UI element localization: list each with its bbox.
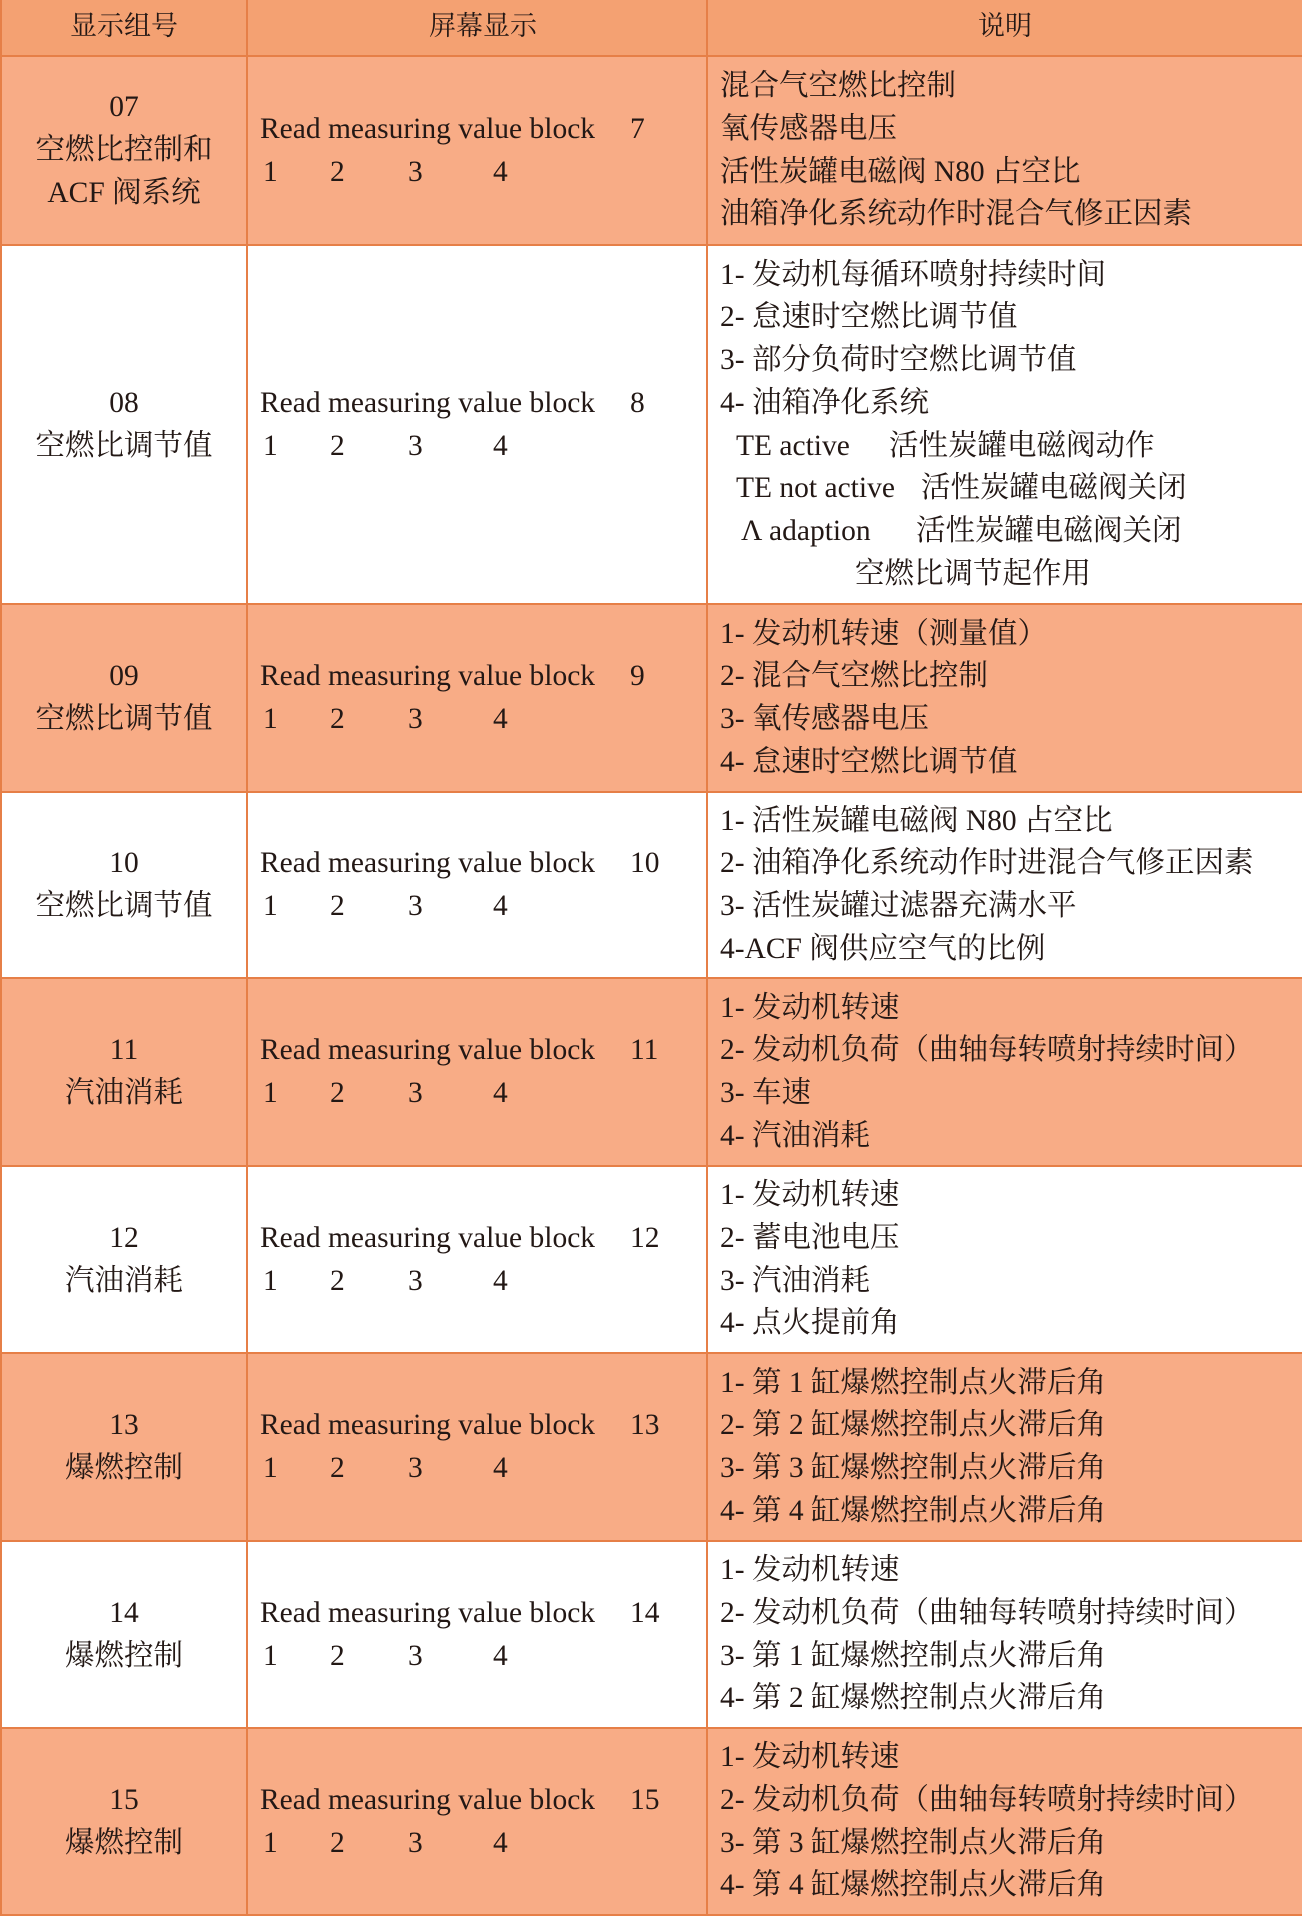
field-number: 3 [408, 1826, 423, 1859]
group-number: 07 [109, 91, 139, 124]
field-number: 1 [263, 1639, 278, 1672]
screen-display-cell [248, 1729, 708, 1916]
field-numbers [260, 885, 706, 928]
purge-state-text: 活性炭罐电磁阀关闭 [921, 472, 1187, 505]
field-number: 4 [493, 429, 508, 462]
group-number: 08 [109, 386, 139, 419]
screen-title: Read measuring value block [260, 386, 596, 419]
description-line: 3- 部分负荷时空燃比调节值 [720, 344, 1077, 377]
field-number: 2 [330, 155, 345, 188]
description-line: 4- 油箱净化系统 [720, 386, 929, 419]
screen-title: Read measuring value block [260, 1596, 596, 1629]
field-number: 1 [263, 1452, 278, 1484]
header-label: 屏幕显示 [429, 11, 537, 43]
description-line: 2- 发动机负荷（曲轴每转喷射持续时间） [720, 1596, 1254, 1629]
field-number: 4 [493, 890, 508, 922]
description-line: 2- 第 2 缸爆燃控制点火滞后角 [720, 1409, 1106, 1442]
purge-state-line [720, 467, 1302, 510]
description-cell [708, 246, 1302, 605]
block-number: 11 [630, 1034, 659, 1067]
group-cell [0, 1354, 248, 1542]
field-numbers [260, 151, 706, 194]
description-line: 2- 混合气空燃比控制 [720, 660, 988, 693]
screen-title-line [260, 655, 706, 698]
purge-state-label: Λ adaption [741, 514, 871, 547]
screen-title-line [260, 108, 706, 151]
group-cell [0, 793, 248, 979]
group-name: 空燃比调节值 [35, 429, 213, 462]
header-label: 说明 [978, 11, 1032, 43]
field-number: 4 [493, 1826, 508, 1859]
field-number: 4 [493, 1639, 508, 1672]
group-cell [0, 1167, 248, 1354]
group-cell [0, 1542, 248, 1729]
field-number: 2 [330, 1826, 345, 1859]
description-line: 4- 第 4 缸爆燃控制点火滞后角 [720, 1869, 1106, 1902]
field-number: 2 [330, 429, 345, 462]
description-cell [708, 1167, 1302, 1354]
description-line: 2- 发动机负荷（曲轴每转喷射持续时间） [720, 1783, 1254, 1816]
description-line: 3- 汽油消耗 [720, 1264, 870, 1297]
screen-display-cell [248, 57, 708, 246]
field-number: 4 [493, 1077, 508, 1109]
description-cell [708, 1354, 1302, 1542]
description-line: 1- 发动机转速 [720, 991, 900, 1024]
screen-title-line [260, 1592, 706, 1635]
field-number: 1 [263, 1826, 278, 1859]
purge-state-line [720, 510, 1302, 553]
group-name: 空燃比控制和 [35, 134, 213, 167]
description-line: 1- 第 1 缸爆燃控制点火滞后角 [720, 1366, 1106, 1399]
field-numbers [260, 1822, 706, 1865]
description-cell [708, 57, 1302, 246]
field-numbers [260, 1260, 706, 1303]
field-number: 3 [408, 890, 423, 922]
group-name: 爆燃控制 [64, 1826, 183, 1859]
field-number: 1 [263, 1077, 278, 1109]
group-number: 12 [109, 1221, 139, 1254]
field-number: 4 [493, 1264, 508, 1297]
field-numbers [260, 1635, 706, 1678]
block-number: 15 [630, 1783, 660, 1816]
description-line: 1- 发动机转速（测量值） [720, 617, 1047, 650]
description-line: 1- 发动机转速 [720, 1554, 900, 1587]
field-number: 1 [263, 890, 278, 922]
field-number: 4 [493, 703, 508, 735]
block-number: 9 [630, 660, 645, 693]
group-cell [0, 57, 248, 246]
block-number: 12 [630, 1221, 660, 1254]
block-number: 13 [630, 1409, 660, 1442]
field-number: 3 [408, 1264, 423, 1297]
block-number: 7 [630, 112, 645, 145]
field-number: 1 [263, 429, 278, 462]
screen-title: Read measuring value block [260, 1221, 596, 1254]
group-cell [0, 605, 248, 793]
description-line: 1- 发动机转速 [720, 1179, 900, 1212]
description-line: 3- 第 3 缸爆燃控制点火滞后角 [720, 1826, 1106, 1859]
description-cell [708, 605, 1302, 793]
description-line: 1- 发动机每循环喷射持续时间 [720, 258, 1106, 291]
purge-state-text: 活性炭罐电磁阀动作 [889, 429, 1155, 462]
purge-note: 空燃比调节起作用 [855, 557, 1092, 590]
screen-display-cell [248, 1167, 708, 1354]
description-line: 4- 汽油消耗 [720, 1119, 870, 1152]
description-cell [708, 1729, 1302, 1916]
description-line: 2- 怠速时空燃比调节值 [720, 301, 1018, 334]
description-line: 3- 第 3 缸爆燃控制点火滞后角 [720, 1452, 1106, 1484]
field-numbers [260, 1447, 706, 1490]
header-label: 显示组号 [70, 11, 178, 43]
description-line: 2- 发动机负荷（曲轴每转喷射持续时间） [720, 1034, 1254, 1067]
description-cell [708, 793, 1302, 979]
field-numbers [260, 425, 706, 468]
purge-state-label: TE not active [736, 472, 895, 505]
description-line: 活性炭罐电磁阀 N80 占空比 [720, 155, 1081, 188]
group-number: 10 [109, 847, 139, 880]
group-name: 空燃比调节值 [35, 890, 213, 922]
group-name: 汽油消耗 [64, 1077, 183, 1109]
group-number: 11 [109, 1034, 139, 1067]
field-number: 2 [330, 1639, 345, 1672]
group-name: 空燃比调节值 [35, 703, 213, 735]
group-name: 爆燃控制 [64, 1452, 183, 1484]
field-number: 4 [493, 1452, 508, 1484]
field-number: 3 [408, 1077, 423, 1109]
field-number: 3 [408, 429, 423, 462]
screen-title: Read measuring value block [260, 1034, 596, 1067]
group-number: 15 [109, 1783, 139, 1816]
group-number: 09 [109, 660, 139, 693]
description-line: 1- 活性炭罐电磁阀 N80 占空比 [720, 804, 1113, 837]
block-number: 8 [630, 386, 645, 419]
block-number: 14 [630, 1596, 660, 1629]
screen-display-cell [248, 793, 708, 979]
screen-title-line [260, 1404, 706, 1447]
purge-state-label: TE active [736, 429, 850, 462]
group-name: 爆燃控制 [64, 1639, 183, 1672]
field-numbers [260, 1072, 706, 1115]
purge-state-text: 活性炭罐电磁阀关闭 [916, 514, 1182, 547]
field-number: 1 [263, 1264, 278, 1297]
description-line: 4- 怠速时空燃比调节值 [720, 745, 1018, 778]
screen-title-line [260, 382, 706, 425]
field-number: 2 [330, 1264, 345, 1297]
purge-state-line [720, 425, 1302, 468]
screen-title: Read measuring value block [260, 1783, 596, 1816]
screen-title-line [260, 1217, 706, 1260]
header-group-number [0, 0, 248, 57]
field-number: 2 [330, 703, 345, 735]
field-number: 3 [408, 1452, 423, 1484]
screen-display-cell [248, 979, 708, 1167]
header-screen-display [248, 0, 708, 57]
description-line: 3- 第 1 缸爆燃控制点火滞后角 [720, 1639, 1106, 1672]
screen-display-cell [248, 1354, 708, 1542]
screen-display-cell [248, 605, 708, 793]
field-number: 3 [408, 1639, 423, 1672]
header-description [708, 0, 1302, 57]
description-line: 4- 第 4 缸爆燃控制点火滞后角 [720, 1494, 1106, 1527]
description-cell [708, 1542, 1302, 1729]
screen-title-line [260, 1029, 706, 1072]
field-number: 2 [330, 1452, 345, 1484]
group-name: 汽油消耗 [64, 1264, 183, 1297]
description-line: 2- 蓄电池电压 [720, 1221, 900, 1254]
field-number: 1 [263, 155, 278, 188]
field-number: 3 [408, 155, 423, 188]
description-line: 4- 第 2 缸爆燃控制点火滞后角 [720, 1682, 1106, 1715]
description-line: 4-ACF 阀供应空气的比例 [720, 932, 1046, 965]
screen-display-cell [248, 246, 708, 605]
field-numbers [260, 698, 706, 741]
description-line: 氧传感器电压 [720, 112, 898, 145]
group-cell [0, 246, 248, 605]
group-number: 14 [109, 1596, 139, 1629]
screen-title-line [260, 842, 706, 885]
description-line: 3- 氧传感器电压 [720, 703, 929, 735]
description-line: 混合气空燃比控制 [720, 70, 957, 103]
block-number: 10 [630, 847, 660, 880]
group-number: 13 [109, 1409, 139, 1442]
description-line: 3- 车速 [720, 1077, 811, 1109]
group-name: ACF 阀系统 [47, 176, 201, 209]
field-number: 4 [493, 155, 508, 188]
screen-title: Read measuring value block [260, 112, 596, 145]
description-line: 3- 活性炭罐过滤器充满水平 [720, 890, 1077, 922]
field-number: 1 [263, 703, 278, 735]
screen-title-line [260, 1779, 706, 1822]
description-cell [708, 979, 1302, 1167]
screen-title: Read measuring value block [260, 1409, 596, 1442]
screen-title: Read measuring value block [260, 660, 596, 693]
group-cell [0, 979, 248, 1167]
description-line: 1- 发动机转速 [720, 1741, 900, 1774]
group-cell [0, 1729, 248, 1916]
screen-title: Read measuring value block [260, 847, 596, 880]
field-number: 3 [408, 703, 423, 735]
description-line: 2- 油箱净化系统动作时进混合气修正因素 [720, 847, 1254, 880]
screen-display-cell [248, 1542, 708, 1729]
field-number: 2 [330, 1077, 345, 1109]
description-line: 油箱净化系统动作时混合气修正因素 [720, 198, 1193, 231]
field-number: 2 [330, 890, 345, 922]
description-line: 4- 点火提前角 [720, 1307, 900, 1340]
